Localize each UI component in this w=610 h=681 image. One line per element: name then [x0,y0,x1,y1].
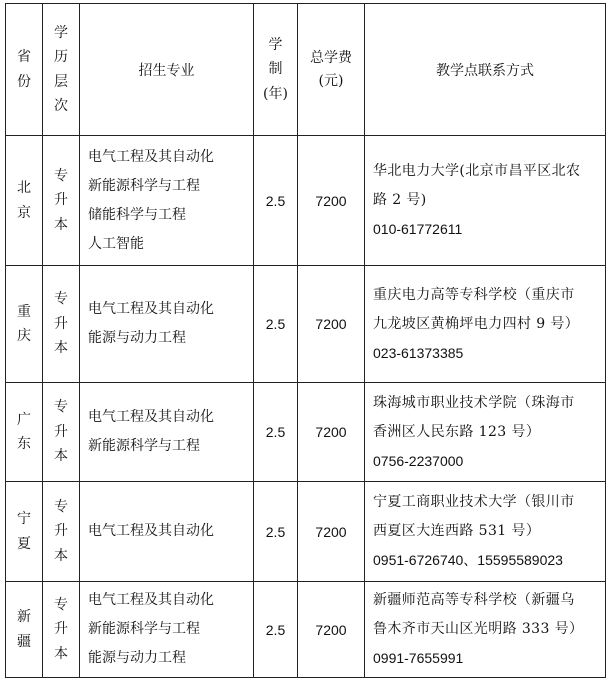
majors-cell: 电气工程及其自动化 能源与动力工程 [80,266,254,383]
duration-cell: 2.5 [254,582,298,678]
level-cell: 专 升 本 [43,582,80,678]
contact-cell: 华北电力大学(北京市昌平区北农 路 2 号) 010-61772611 [365,136,606,266]
enrollment-table [5,3,606,678]
header-majors: 招生专业 [80,4,254,136]
table-row [6,136,606,266]
header-province: 省 份 [6,4,43,136]
header-row [6,4,606,136]
province-cell: 重 庆 [6,266,43,383]
fee-cell: 7200 [298,383,365,482]
province-cell: 北 京 [6,136,43,266]
header-contact: 教学点联系方式 [365,4,606,136]
majors-cell: 电气工程及其自动化 新能源科学与工程 能源与动力工程 [80,582,254,678]
province-cell: 广 东 [6,383,43,482]
duration-cell: 2.5 [254,482,298,582]
majors-cell: 电气工程及其自动化 新能源科学与工程 [80,383,254,482]
duration-cell: 2.5 [254,383,298,482]
table-row [6,383,606,482]
contact-cell: 新疆师范高等专科学校（新疆乌 鲁木齐市天山区光明路 333 号） 0991-7655991 [365,582,606,678]
fee-cell: 7200 [298,482,365,582]
level-cell: 专 升 本 [43,136,80,266]
fee-cell: 7200 [298,266,365,383]
fee-cell: 7200 [298,582,365,678]
contact-cell: 重庆电力高等专科学校（重庆市 九龙坡区黄桷坪电力四村 9 号） 023-61373385 [365,266,606,383]
duration-cell: 2.5 [254,266,298,383]
contact-cell: 珠海城市职业技术学院（珠海市 香洲区人民东路 123 号） 0756-2237000 [365,383,606,482]
duration-cell: 2.5 [254,136,298,266]
majors-cell: 电气工程及其自动化 [80,482,254,582]
table-row [6,266,606,383]
province-cell: 新 疆 [6,582,43,678]
province-cell: 宁 夏 [6,482,43,582]
majors-cell: 电气工程及其自动化 新能源科学与工程 储能科学与工程 人工智能 [80,136,254,266]
level-cell: 专 升 本 [43,266,80,383]
table-row [6,482,606,582]
header-level: 学 历 层 次 [43,4,80,136]
header-fee: 总学费 (元) [298,4,365,136]
contact-cell: 宁夏工商职业技术大学（银川市 西夏区大连西路 531 号） 0951-6726740、15595589023 [365,482,606,582]
level-cell: 专 升 本 [43,383,80,482]
fee-cell: 7200 [298,136,365,266]
table-row [6,582,606,678]
level-cell: 专 升 本 [43,482,80,582]
header-duration: 学 制 (年) [254,4,298,136]
